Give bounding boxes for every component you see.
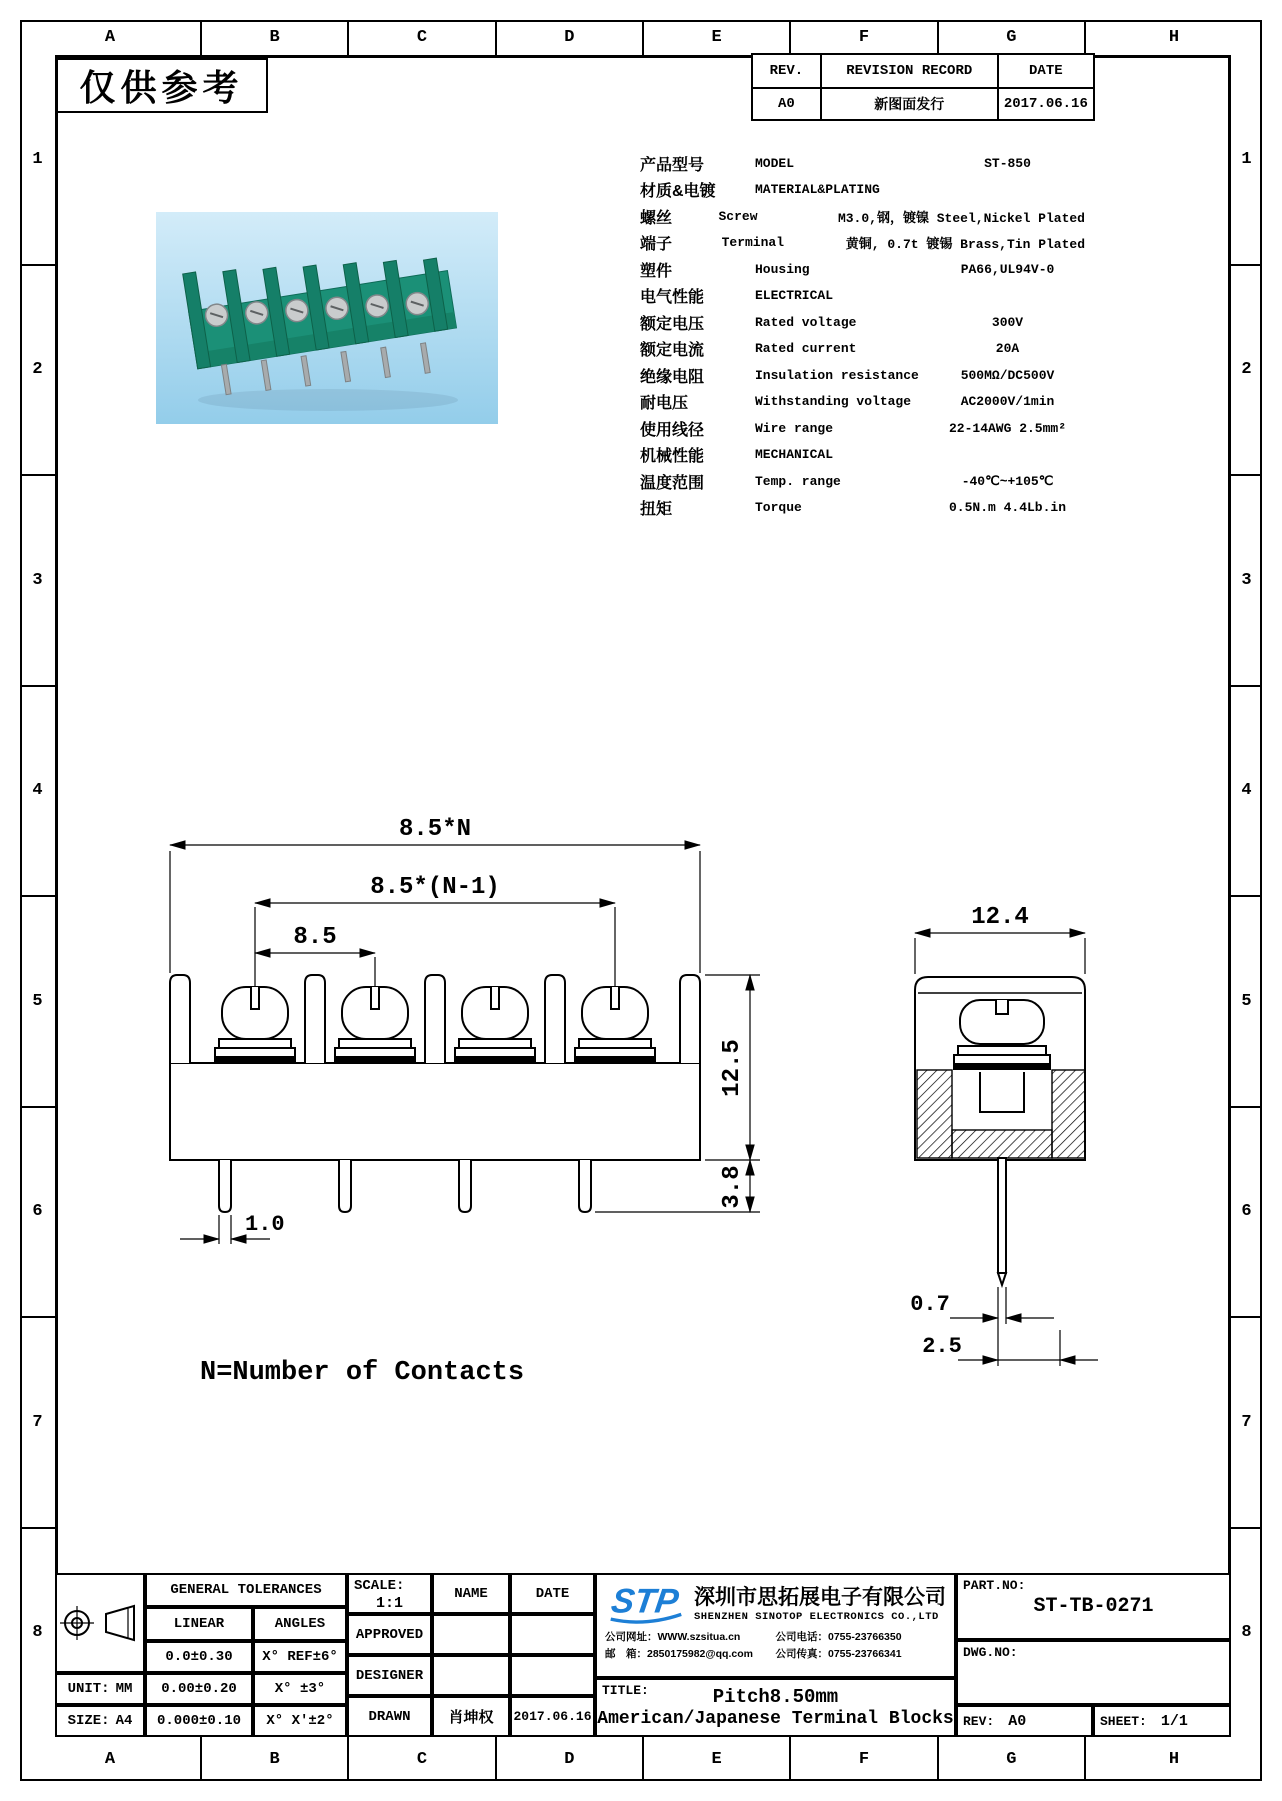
grid-letter: C — [347, 20, 494, 55]
revision-date: 2017.06.16 — [997, 87, 1095, 121]
tolerance-linear-1: 0.0±0.30 — [145, 1641, 253, 1673]
spec-row — [640, 230, 1085, 257]
spec-label-en: Torque — [755, 500, 802, 516]
grid-number: 4 — [20, 685, 55, 896]
website-value: WWW.szsitua.cn — [657, 1631, 741, 1643]
spec-label-cn: 螺丝 — [640, 209, 673, 227]
rev-label: REV: — [963, 1713, 995, 1729]
size-cell — [55, 1705, 145, 1737]
projection-symbol-cell — [55, 1573, 145, 1673]
spec-label-en: Wire range — [755, 420, 834, 436]
spec-table — [640, 150, 1085, 521]
grid-letter: E — [642, 1737, 789, 1781]
spec-label-cn: 材质&电镀 — [640, 183, 716, 201]
dwg-no-label: DWG.NO: — [963, 1645, 1018, 1660]
grid-number: 3 — [20, 474, 55, 685]
front-view-drawing — [150, 815, 770, 1265]
scale-value: 1:1 — [375, 1595, 403, 1612]
grid-letter: A — [104, 1749, 116, 1769]
spec-row — [640, 415, 1085, 442]
spec-value: ST-850 — [984, 155, 1031, 171]
stp-logo-text: STP — [608, 1582, 681, 1621]
spec-label-cn: 机械性能 — [640, 448, 705, 466]
grid-letters-bottom — [20, 1737, 1262, 1781]
tolerance-linear-2: 0.00±0.20 — [145, 1673, 253, 1705]
designer-date — [510, 1655, 595, 1696]
angles-header: ANGLES — [253, 1607, 347, 1641]
approved-label: APPROVED — [347, 1614, 432, 1655]
drawing-title-line2: American/Japanese Terminal Blocks — [597, 1709, 954, 1729]
fax-label: 公司传真： — [775, 1648, 828, 1660]
spec-value: 0.5N.m 4.4Lb.in — [948, 500, 1067, 516]
spec-value: M3.0,钢，镀镍 Steel,Nickel Plated — [837, 210, 1085, 226]
spec-label-en: Housing — [755, 261, 810, 277]
sheet-cell — [1093, 1705, 1231, 1737]
title-label: TITLE: — [602, 1683, 649, 1698]
product-photo — [156, 212, 498, 424]
dim-pin-length: 3.8 — [719, 1165, 746, 1209]
tolerance-angle-2: X° ±3° — [253, 1673, 347, 1705]
revision-row — [753, 89, 1095, 121]
spec-label-cn: 耐电压 — [640, 395, 689, 413]
spec-label-en: MECHANICAL — [755, 447, 834, 463]
grid-number: 7 — [20, 1316, 55, 1527]
spec-label-cn: 塑件 — [640, 262, 673, 280]
spec-row — [640, 256, 1085, 283]
company-name-cn: 深圳市思拓展电子有限公司 — [694, 1586, 946, 1609]
part-no-value: ST-TB-0271 — [1033, 1595, 1154, 1618]
grid-number: 4 — [1231, 685, 1262, 896]
spec-label-en: Terminal — [721, 235, 785, 251]
spec-value: 500MΩ/DC500V — [960, 367, 1055, 383]
spec-value: 20A — [995, 341, 1020, 357]
spec-label-en: Temp. range — [755, 473, 841, 489]
grid-letter: E — [642, 20, 789, 55]
grid-number: 2 — [1231, 264, 1262, 475]
grid-number: 8 — [20, 1527, 55, 1738]
tolerance-linear-3: 0.000±0.10 — [145, 1705, 253, 1737]
rev-value: A0 — [1008, 1712, 1027, 1730]
dim-total-pitch: 8.5*N — [398, 816, 472, 843]
spec-row — [640, 203, 1085, 230]
company-cell — [595, 1573, 956, 1678]
spec-label-cn: 扭矩 — [640, 501, 673, 519]
designer-name — [432, 1655, 510, 1696]
grid-number: 6 — [20, 1106, 55, 1317]
revision-record-header: REVISION RECORD — [820, 53, 999, 89]
spec-label-cn: 产品型号 — [640, 156, 705, 174]
spec-row — [640, 468, 1085, 495]
dim-pitch: 8.5 — [293, 924, 337, 951]
spec-label-en: MATERIAL&PLATING — [755, 182, 880, 198]
spec-label-en: ELECTRICAL — [755, 288, 834, 304]
spec-label-en: Withstanding voltage — [755, 394, 912, 410]
size-value: A4 — [115, 1713, 133, 1729]
spec-label-cn: 额定电压 — [640, 315, 705, 333]
stp-logo — [605, 1579, 686, 1625]
email-label: 邮 箱： — [605, 1648, 647, 1660]
revision-table — [753, 55, 1095, 121]
grid-number: 8 — [1231, 1527, 1262, 1738]
spec-row — [640, 442, 1085, 469]
spec-value: 黄铜, 0.7t 镀锡 Brass,Tin Plated — [845, 237, 1085, 253]
grid-number: 1 — [32, 149, 43, 169]
grid-letter: C — [347, 1737, 494, 1781]
unit-cell — [55, 1673, 145, 1705]
unit-value: MM — [115, 1681, 133, 1697]
spec-label-en: Rated voltage — [755, 314, 857, 330]
spec-row — [640, 150, 1085, 177]
spec-label-cn: 温度范围 — [640, 474, 705, 492]
contacts-note: N=Number of Contacts — [200, 1358, 525, 1388]
grid-number: 2 — [20, 264, 55, 475]
spec-label-en: Insulation resistance — [755, 367, 919, 383]
phone-label: 公司电话： — [775, 1631, 828, 1643]
fax-value: 0755-23766341 — [828, 1648, 902, 1660]
website-label: 公司网址： — [605, 1631, 658, 1643]
third-angle-projection-icon — [60, 1601, 140, 1645]
stamp-text: 仅供参考 — [79, 67, 244, 108]
grid-letter: D — [495, 20, 642, 55]
grid-numbers-left — [20, 55, 55, 1737]
dim-pin-thickness: 0.7 — [910, 1292, 950, 1317]
linear-header: LINEAR — [145, 1607, 253, 1641]
spec-label-cn: 使用线径 — [640, 421, 705, 439]
grid-letter: D — [495, 1737, 642, 1781]
spec-row — [640, 309, 1085, 336]
company-name-en: SHENZHEN SINOTOP ELECTRONICS CO.,LTD — [694, 1611, 939, 1623]
spec-value: 300V — [991, 314, 1024, 330]
revision-rev: A0 — [751, 87, 822, 121]
spec-row — [640, 389, 1085, 416]
email-value: 2850175982@qq.com — [647, 1648, 753, 1660]
grid-letter: H — [1084, 1737, 1262, 1781]
general-tolerances-header: GENERAL TOLERANCES — [145, 1573, 347, 1607]
grid-number: 1 — [1241, 149, 1252, 169]
spec-label-en: Screw — [718, 208, 758, 224]
grid-number: 5 — [20, 895, 55, 1106]
spec-label-cn: 绝缘电阻 — [640, 368, 705, 386]
grid-number: 6 — [1231, 1106, 1262, 1317]
tolerance-angle-3: X° X'±2° — [253, 1705, 347, 1737]
phone-value: 0755-23766350 — [828, 1631, 902, 1643]
grid-number: 7 — [1231, 1316, 1262, 1527]
drawing-title-line1: Pitch8.50mm — [712, 1686, 839, 1708]
spec-row — [640, 495, 1085, 522]
scale-cell — [347, 1573, 432, 1614]
unit-label: UNIT: — [67, 1681, 110, 1697]
name-header: NAME — [432, 1573, 510, 1614]
dim-pin-width: 1.0 — [245, 1212, 285, 1237]
reference-only-stamp — [55, 58, 268, 113]
part-no-label: PART.NO: — [963, 1578, 1026, 1593]
spec-label-cn: 额定电流 — [640, 342, 705, 360]
spec-value: PA66,UL94V-0 — [960, 261, 1055, 277]
grid-number: 5 — [1231, 895, 1262, 1106]
dim-outer-pitch: 8.5*(N-1) — [370, 874, 500, 901]
grid-letter: B — [200, 20, 347, 55]
sheet-label: SHEET: — [1100, 1713, 1147, 1729]
drawn-name: 肖坤权 — [432, 1696, 510, 1737]
spec-value: -40℃~+105℃ — [961, 473, 1054, 489]
date-header: DATE — [997, 53, 1095, 89]
part-no-cell — [956, 1573, 1231, 1640]
size-label: SIZE: — [67, 1713, 110, 1729]
grid-letter: H — [1084, 20, 1262, 55]
grid-letter: B — [200, 1737, 347, 1781]
spec-row — [640, 177, 1085, 204]
spec-row — [640, 283, 1085, 310]
title-cell — [595, 1678, 956, 1737]
spec-row — [640, 362, 1085, 389]
designer-label: DESIGNER — [347, 1655, 432, 1696]
spec-label-en: MODEL — [755, 155, 795, 171]
grid-letter: G — [937, 20, 1084, 55]
drawn-label: DRAWN — [347, 1696, 432, 1737]
grid-numbers-right — [1231, 55, 1262, 1737]
dim-width: 12.4 — [971, 904, 1029, 931]
spec-value: AC2000V/1min — [960, 394, 1055, 410]
dim-height: 12.5 — [719, 1039, 746, 1097]
approved-name — [432, 1614, 510, 1655]
revision-record: 新图面发行 — [820, 87, 999, 121]
drawn-date: 2017.06.16 — [510, 1696, 595, 1737]
spec-row — [640, 336, 1085, 363]
grid-letters-top — [20, 20, 1262, 55]
spec-value: 22-14AWG 2.5mm² — [948, 420, 1067, 436]
date-header: DATE — [510, 1573, 595, 1614]
grid-number: 3 — [1231, 474, 1262, 685]
grid-letter: A — [104, 28, 116, 47]
rev-cell — [956, 1705, 1093, 1737]
grid-letter: F — [789, 1737, 936, 1781]
dim-pin-offset: 2.5 — [922, 1334, 962, 1359]
side-view-drawing — [780, 890, 1110, 1370]
rev-header: REV. — [751, 53, 822, 89]
spec-label-en: Rated current — [755, 341, 857, 357]
tolerance-angle-1: X° REF±6° — [253, 1641, 347, 1673]
spec-label-cn: 端子 — [640, 236, 673, 254]
dwg-no-cell — [956, 1640, 1231, 1705]
approved-date — [510, 1614, 595, 1655]
grid-letter: F — [789, 20, 936, 55]
spec-label-cn: 电气性能 — [640, 289, 705, 307]
scale-label: SCALE: — [354, 1578, 405, 1594]
sheet-value: 1/1 — [1160, 1712, 1188, 1730]
grid-letter: G — [937, 1737, 1084, 1781]
